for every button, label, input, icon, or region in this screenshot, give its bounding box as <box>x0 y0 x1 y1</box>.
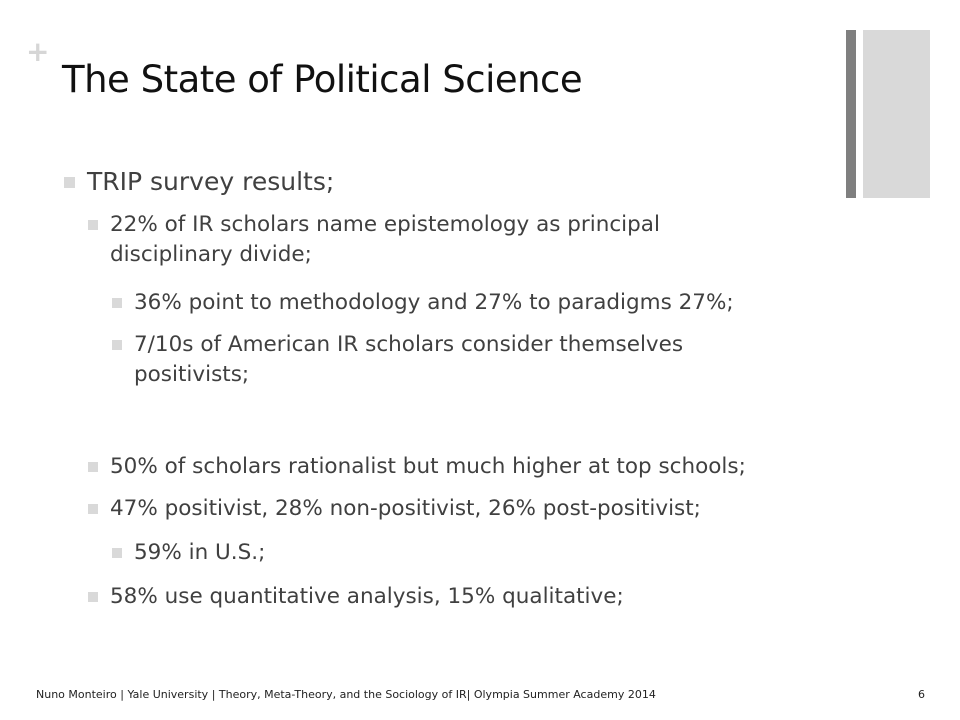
bullet-text: 47% positivist, 28% non-positivist, 26% post-positivist; <box>110 496 701 521</box>
bullet-square-icon <box>112 298 122 308</box>
bullet-item <box>112 330 762 390</box>
bullet-square-icon <box>88 220 98 230</box>
bullet-square-icon <box>112 340 122 350</box>
bullet-square-icon <box>112 548 122 558</box>
bullet-text: TRIP survey results; <box>87 167 335 196</box>
bullet-text: 59% in U.S.; <box>134 540 266 565</box>
bullet-square-icon <box>88 592 98 602</box>
page-number: 6 <box>918 688 925 701</box>
bullet-item <box>88 494 848 524</box>
bullet-text: 36% point to methodology and 27% to paradigms 27%; <box>134 290 734 315</box>
bullet-text: 7/10s of American IR scholars consider themselves positivists; <box>134 332 684 387</box>
bullet-text: 58% use quantitative analysis, 15% qualitative; <box>110 584 624 609</box>
bullet-item <box>88 452 848 482</box>
bullet-square-icon <box>88 462 98 472</box>
bullet-square-icon <box>64 177 75 188</box>
slide-title: The State of Political Science <box>62 58 583 101</box>
accent-block-light <box>863 30 930 198</box>
bullet-square-icon <box>88 504 98 514</box>
bullet-text: 50% of scholars rationalist but much higher at top schools; <box>110 454 746 479</box>
plus-icon: + <box>26 35 50 68</box>
accent-bar-dark <box>846 30 856 198</box>
bullet-text: 22% of IR scholars name epistemology as principal disciplinary divide; <box>110 212 660 267</box>
bullet-item <box>88 582 848 612</box>
bullet-item <box>112 288 832 318</box>
slide-footer: Nuno Monteiro | Yale University | Theory, Meta-Theory, and the Sociology of IR| Olympia Summer Academy 2014 <box>36 688 656 701</box>
bullet-item <box>112 538 512 568</box>
bullet-item <box>64 166 824 198</box>
bullet-item <box>88 210 728 270</box>
